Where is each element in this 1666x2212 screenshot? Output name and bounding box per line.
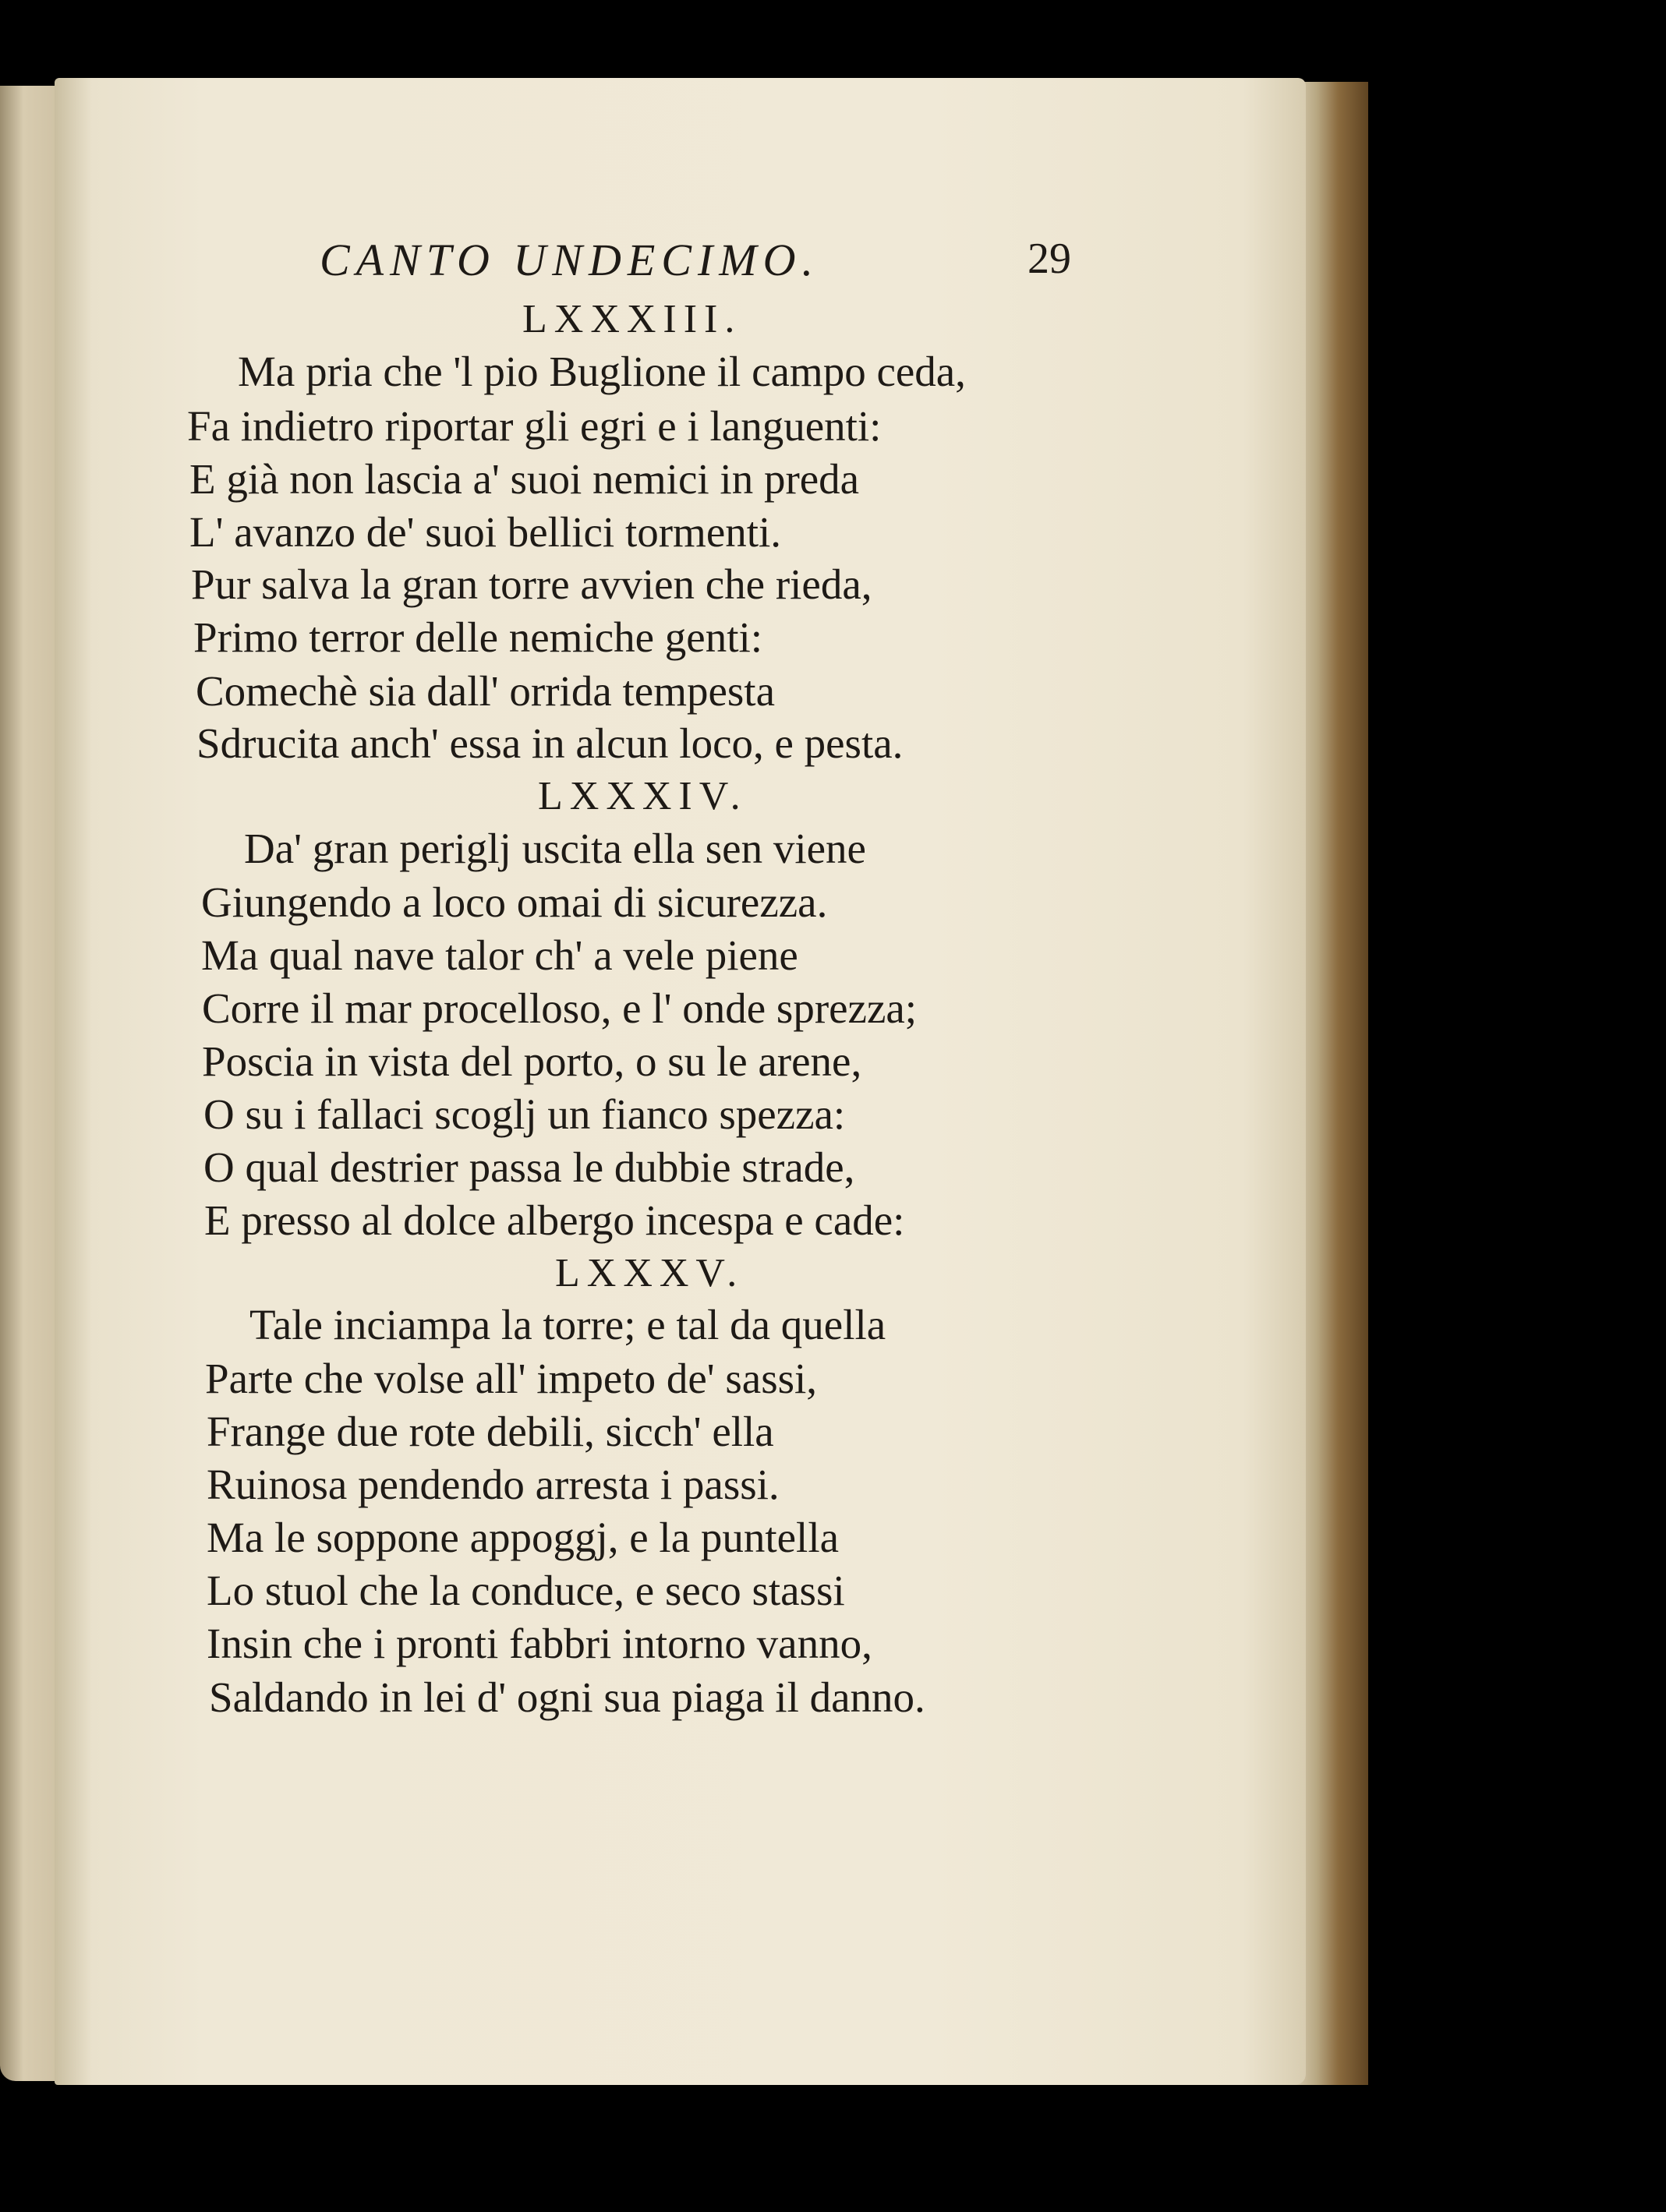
page-number: 29	[1028, 235, 1071, 283]
verse-line: O qual destrier passa le dubbie strade,	[203, 1143, 855, 1191]
verse-line: Giungendo a loco omai di sicurezza.	[201, 878, 828, 926]
verse-line: Lo stuol che la conduce, e seco stassi	[207, 1567, 845, 1614]
verse-line: Frange due rote debili, sicch' ella	[207, 1408, 774, 1455]
verse-line: Insin che i pronti fabbri intorno vanno,	[207, 1620, 872, 1667]
verse-line: O su i fallaci scoglj un fianco spezza:	[203, 1090, 846, 1138]
verse-line: Pur salva la gran torre avvien che rieda,	[191, 560, 872, 608]
verse-line: Primo terror delle nemiche genti:	[193, 613, 763, 661]
previous-page-edge	[0, 86, 58, 2081]
verse-line: Da' gran periglj uscita ella sen viene	[244, 825, 866, 872]
verse-line: Ruinosa pendendo arresta i passi.	[207, 1461, 780, 1508]
verse-line: Comechè sia dall' orrida tempesta	[196, 667, 775, 715]
verse-line: Parte che volse all' impeto de' sassi,	[205, 1355, 818, 1402]
stanza-number: LXXXV.	[555, 1251, 745, 1295]
stanza-number: LXXXIV.	[538, 774, 748, 818]
running-head: CANTO UNDECIMO.	[320, 235, 819, 285]
verse-line: E presso al dolce albergo incespa e cade:	[204, 1196, 905, 1244]
verse-line: L' avanzo de' suoi bellici tormenti.	[189, 508, 782, 556]
stanza-number: LXXXIII.	[522, 297, 742, 341]
verse-line: Ma qual nave talor ch' a vele piene	[201, 931, 798, 979]
verse-line: Ma le soppone appoggj, e la puntella	[207, 1514, 840, 1561]
verse-line: E già non lascia a' suoi nemici in preda	[189, 455, 860, 503]
verse-line: Fa indietro riportar gli egri e i languenti:	[187, 402, 882, 450]
verse-line: Sdrucita anch' essa in alcun loco, e pesta.	[196, 719, 904, 767]
verse-line: Poscia in vista del porto, o su le arene,	[202, 1037, 862, 1085]
verse-line: Corre il mar procelloso, e l' onde sprezza;	[202, 984, 918, 1032]
verse-line: Ma pria che 'l pio Buglione il campo ceda,	[238, 348, 966, 395]
verse-line: Tale inciampa la torre; e tal da quella	[249, 1301, 886, 1348]
verse-line: Saldando in lei d' ogni sua piaga il danno.	[209, 1673, 925, 1721]
